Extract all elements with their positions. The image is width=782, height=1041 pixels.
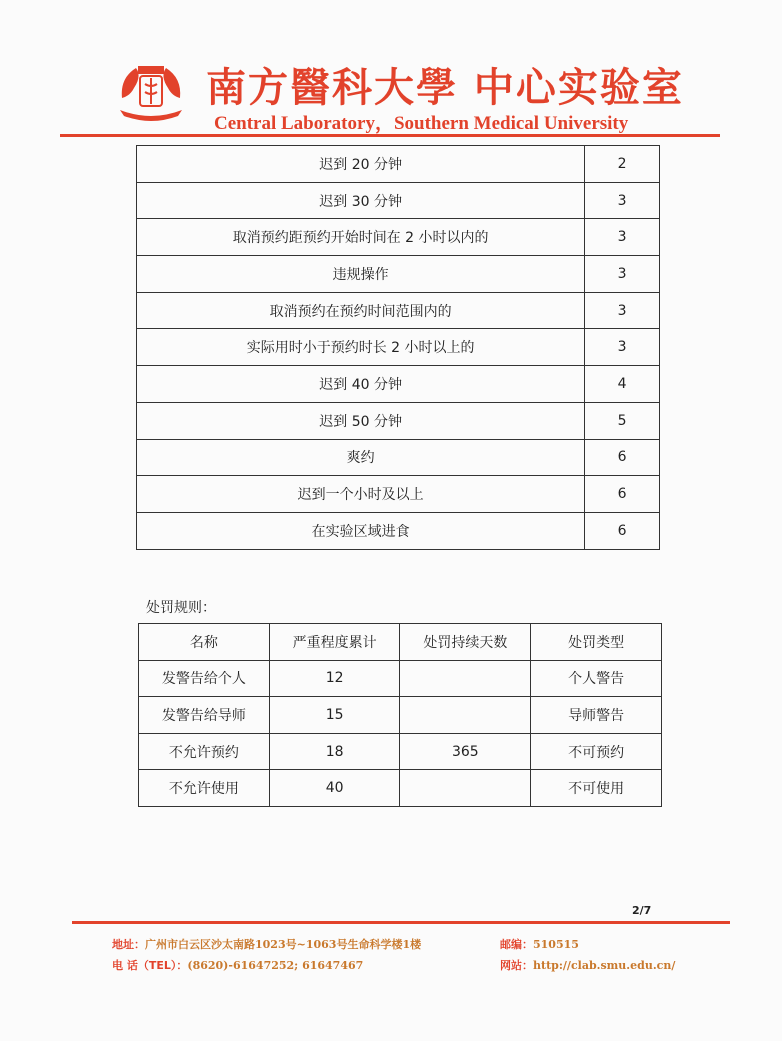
table-row xyxy=(139,733,662,770)
zip-value: 510515 xyxy=(533,938,579,951)
column-header-name: 名称 xyxy=(139,624,270,661)
penalty-days xyxy=(400,660,531,697)
penalty-name: 不允许使用 xyxy=(139,770,270,807)
violation-description: 取消预约在预约时间范围内的 xyxy=(137,292,585,329)
column-header-days: 处罚持续天数 xyxy=(400,624,531,661)
footer-address xyxy=(112,936,421,952)
address-value: 广州市白云区沙太南路1023号~1063号生命科学楼1楼 xyxy=(145,938,422,951)
table-row xyxy=(137,182,660,219)
table-row xyxy=(139,660,662,697)
table-row xyxy=(139,770,662,807)
penalty-rules-table xyxy=(138,623,662,807)
university-emblem-icon xyxy=(116,58,186,124)
table-row xyxy=(137,366,660,403)
violation-description: 迟到 40 分钟 xyxy=(137,366,585,403)
table-row xyxy=(137,256,660,293)
penalty-rules-label: 处罚规则： xyxy=(146,600,216,616)
violation-score: 3 xyxy=(585,182,660,219)
page-number: 2/7 xyxy=(632,904,652,917)
violation-score: 6 xyxy=(585,512,660,549)
violation-score: 5 xyxy=(585,402,660,439)
violation-description: 违规操作 xyxy=(137,256,585,293)
penalty-type: 不可使用 xyxy=(531,770,662,807)
penalty-name: 发警告给个人 xyxy=(139,660,270,697)
violation-score: 2 xyxy=(585,146,660,183)
violation-description: 取消预约距预约开始时间在 2 小时以内的 xyxy=(137,219,585,256)
zip-label: 邮编： xyxy=(500,938,533,951)
web-link[interactable]: http://clab.smu.edu.cn/ xyxy=(533,959,676,972)
penalty-type: 不可预约 xyxy=(531,733,662,770)
violation-description: 在实验区域进食 xyxy=(137,512,585,549)
header-divider xyxy=(60,134,720,137)
table-header-row xyxy=(139,624,662,661)
footer-zip xyxy=(500,936,579,952)
table-row xyxy=(137,439,660,476)
violation-description: 迟到 20 分钟 xyxy=(137,146,585,183)
penalty-days xyxy=(400,697,531,734)
violation-score: 3 xyxy=(585,329,660,366)
penalty-type: 导师警告 xyxy=(531,697,662,734)
table-row xyxy=(137,292,660,329)
column-header-severity: 严重程度累计 xyxy=(269,624,400,661)
violation-description: 迟到一个小时及以上 xyxy=(137,476,585,513)
table-row xyxy=(137,219,660,256)
penalty-severity: 12 xyxy=(269,660,400,697)
violation-score: 3 xyxy=(585,256,660,293)
table-row xyxy=(139,697,662,734)
table-row xyxy=(137,512,660,549)
violation-score-table xyxy=(136,145,660,550)
violation-score: 6 xyxy=(585,476,660,513)
table-row xyxy=(137,402,660,439)
violation-score: 4 xyxy=(585,366,660,403)
violation-description: 迟到 30 分钟 xyxy=(137,182,585,219)
address-label: 地址： xyxy=(112,938,145,951)
penalty-days: 365 xyxy=(400,733,531,770)
violation-score: 3 xyxy=(585,292,660,329)
footer-divider xyxy=(72,921,730,924)
table-row xyxy=(137,146,660,183)
violation-description: 爽约 xyxy=(137,439,585,476)
violation-description: 迟到 50 分钟 xyxy=(137,402,585,439)
penalty-name: 发警告给导师 xyxy=(139,697,270,734)
penalty-days xyxy=(400,770,531,807)
penalty-type: 个人警告 xyxy=(531,660,662,697)
table-row xyxy=(137,476,660,513)
violation-description: 实际用时小于预约时长 2 小时以上的 xyxy=(137,329,585,366)
penalty-severity: 18 xyxy=(269,733,400,770)
header-title-english: Central Laboratory，Southern Medical University xyxy=(214,113,629,134)
tel-value: (8620)-61647252; 61647467 xyxy=(187,959,364,972)
penalty-severity: 15 xyxy=(269,697,400,734)
footer-telephone xyxy=(112,957,363,973)
column-header-type: 处罚类型 xyxy=(531,624,662,661)
violation-score: 3 xyxy=(585,219,660,256)
penalty-severity: 40 xyxy=(269,770,400,807)
tel-label: 电 话（TEL）： xyxy=(112,959,188,972)
table-row xyxy=(137,329,660,366)
penalty-name: 不允许预约 xyxy=(139,733,270,770)
footer-website xyxy=(500,957,675,973)
web-label: 网站： xyxy=(500,959,533,972)
header-title-chinese: 南方醫科大學 中心实验室 xyxy=(206,64,684,111)
violation-score: 6 xyxy=(585,439,660,476)
